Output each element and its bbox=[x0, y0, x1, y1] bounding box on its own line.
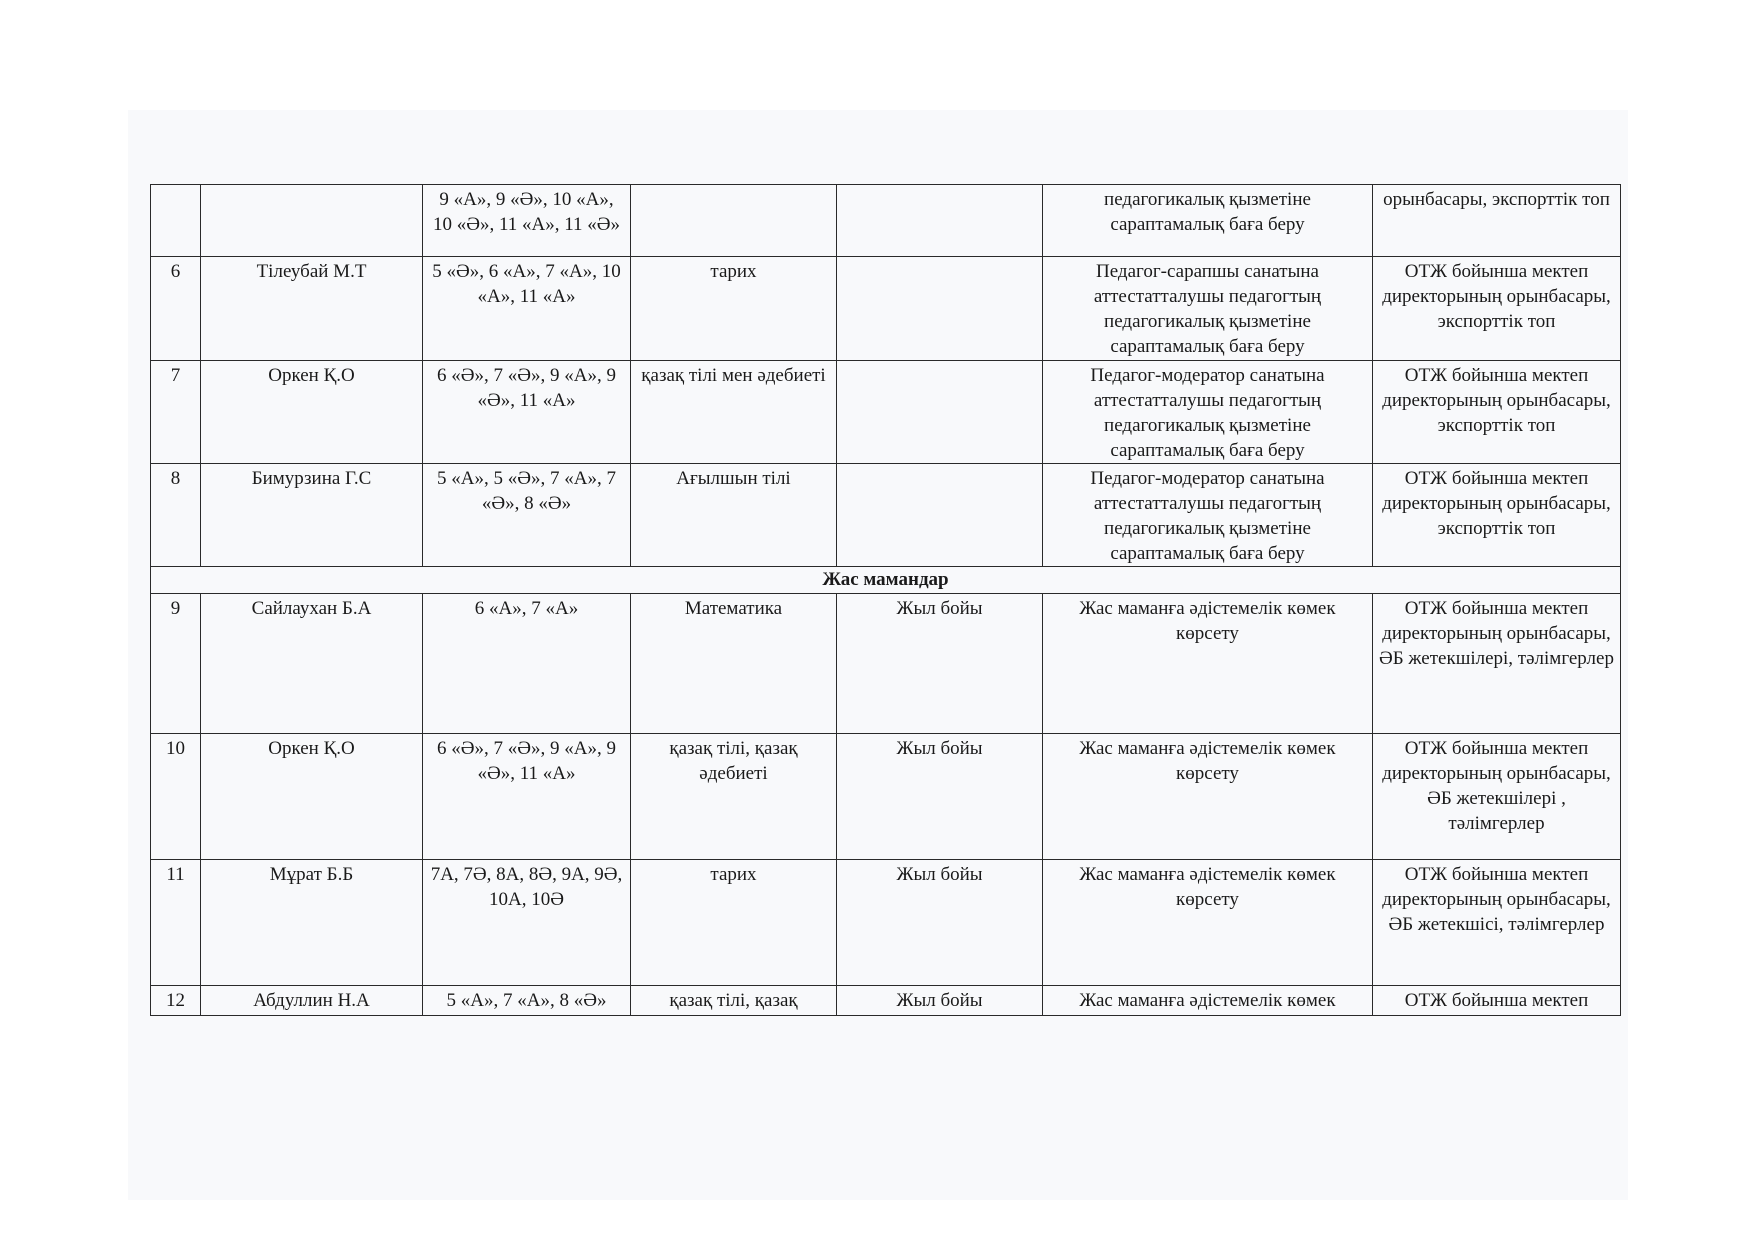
subject-cell: Ағылшын тілі bbox=[631, 464, 837, 567]
responsible-cell: ОТЖ бойынша мектеп директорының орынбасары, ӘБ жетекшісі, тәлімгерлер bbox=[1373, 860, 1621, 986]
classes-cell: 6 «А», 7 «А» bbox=[423, 594, 631, 734]
table-row bbox=[151, 185, 1621, 257]
subject-cell: қазақ тілі, қазақ әдебиеті bbox=[631, 734, 837, 860]
classes-cell: 5 «А», 7 «А», 8 «Ә» bbox=[423, 986, 631, 1016]
row-number: 9 bbox=[151, 594, 201, 734]
responsible-cell: ОТЖ бойынша мектеп директорының орынбасары, экспорттік топ bbox=[1373, 464, 1621, 567]
table-row bbox=[151, 734, 1621, 860]
teacher-name: Мұрат Б.Б bbox=[201, 860, 423, 986]
activity-cell: Жас маманға әдістемелік көмек көрсету bbox=[1043, 594, 1373, 734]
responsible-cell: ОТЖ бойынша мектеп bbox=[1373, 986, 1621, 1016]
section-title: Жас мамандар bbox=[151, 567, 1621, 594]
classes-cell: 9 «А», 9 «Ә», 10 «А», 10 «Ә», 11 «А», 11 «Ә» bbox=[423, 185, 631, 257]
teacher-name: Бимурзина Г.С bbox=[201, 464, 423, 567]
term-cell: Жыл бойы bbox=[837, 734, 1043, 860]
table-row bbox=[151, 464, 1621, 567]
term-cell bbox=[837, 464, 1043, 567]
row-number: 7 bbox=[151, 361, 201, 464]
responsible-cell: ОТЖ бойынша мектеп директорының орынбасары, экспорттік топ bbox=[1373, 361, 1621, 464]
subject-cell: тарих bbox=[631, 860, 837, 986]
term-cell bbox=[837, 257, 1043, 361]
table-row bbox=[151, 986, 1621, 1016]
activity-cell: педагогикалық қызметіне сараптамалық баға беру bbox=[1043, 185, 1373, 257]
table-row bbox=[151, 361, 1621, 464]
subject-cell: Математика bbox=[631, 594, 837, 734]
classes-cell: 6 «Ә», 7 «Ә», 9 «А», 9 «Ә», 11 «А» bbox=[423, 361, 631, 464]
row-number: 8 bbox=[151, 464, 201, 567]
responsible-cell: орынбасары, экспорттік топ bbox=[1373, 185, 1621, 257]
teacher-name: Тілеубай М.Т bbox=[201, 257, 423, 361]
classes-cell: 5 «А», 5 «Ә», 7 «А», 7 «Ә», 8 «Ә» bbox=[423, 464, 631, 567]
activity-cell: Жас маманға әдістемелік көмек көрсету bbox=[1043, 860, 1373, 986]
subject-cell: қазақ тілі мен әдебиеті bbox=[631, 361, 837, 464]
term-cell: Жыл бойы bbox=[837, 986, 1043, 1016]
classes-cell: 5 «Ә», 6 «А», 7 «А», 10 «А», 11 «А» bbox=[423, 257, 631, 361]
subject-cell bbox=[631, 185, 837, 257]
teacher-name: Оркен Қ.О bbox=[201, 734, 423, 860]
mentoring-plan-table bbox=[150, 184, 1621, 1016]
classes-cell: 7А, 7Ә, 8А, 8Ә, 9А, 9Ә, 10А, 10Ә bbox=[423, 860, 631, 986]
activity-cell: Жас маманға әдістемелік көмек көрсету bbox=[1043, 734, 1373, 860]
row-number: 11 bbox=[151, 860, 201, 986]
activity-cell: Педагог-модератор санатына аттестатталушы педагогтың педагогикалық қызметіне сараптамалық баға беру bbox=[1043, 361, 1373, 464]
table-row bbox=[151, 594, 1621, 734]
responsible-cell: ОТЖ бойынша мектеп директорының орынбасары, экспорттік топ bbox=[1373, 257, 1621, 361]
row-number: 10 bbox=[151, 734, 201, 860]
classes-cell: 6 «Ә», 7 «Ә», 9 «А», 9 «Ә», 11 «А» bbox=[423, 734, 631, 860]
term-cell bbox=[837, 185, 1043, 257]
responsible-cell: ОТЖ бойынша мектеп директорының орынбасары, ӘБ жетекшілері , тәлімгерлер bbox=[1373, 734, 1621, 860]
teacher-name: Сайлаухан Б.А bbox=[201, 594, 423, 734]
teacher-name: Абдуллин Н.А bbox=[201, 986, 423, 1016]
teacher-name: Оркен Қ.О bbox=[201, 361, 423, 464]
activity-cell: Педагог-сарапшы санатына аттестатталушы педагогтың педагогикалық қызметіне сараптамалық баға беру bbox=[1043, 257, 1373, 361]
table-row bbox=[151, 257, 1621, 361]
subject-cell: тарих bbox=[631, 257, 837, 361]
subject-cell: қазақ тілі, қазақ bbox=[631, 986, 837, 1016]
activity-cell: Жас маманға әдістемелік көмек bbox=[1043, 986, 1373, 1016]
section-row bbox=[151, 567, 1621, 594]
responsible-cell: ОТЖ бойынша мектеп директорының орынбасары, ӘБ жетекшілері, тәлімгерлер bbox=[1373, 594, 1621, 734]
table-row bbox=[151, 860, 1621, 986]
term-cell: Жыл бойы bbox=[837, 594, 1043, 734]
term-cell bbox=[837, 361, 1043, 464]
row-number: 6 bbox=[151, 257, 201, 361]
row-number bbox=[151, 185, 201, 257]
row-number: 12 bbox=[151, 986, 201, 1016]
term-cell: Жыл бойы bbox=[837, 860, 1043, 986]
teacher-name bbox=[201, 185, 423, 257]
activity-cell: Педагог-модератор санатына аттестатталушы педагогтың педагогикалық қызметіне сараптамалық баға беру bbox=[1043, 464, 1373, 567]
